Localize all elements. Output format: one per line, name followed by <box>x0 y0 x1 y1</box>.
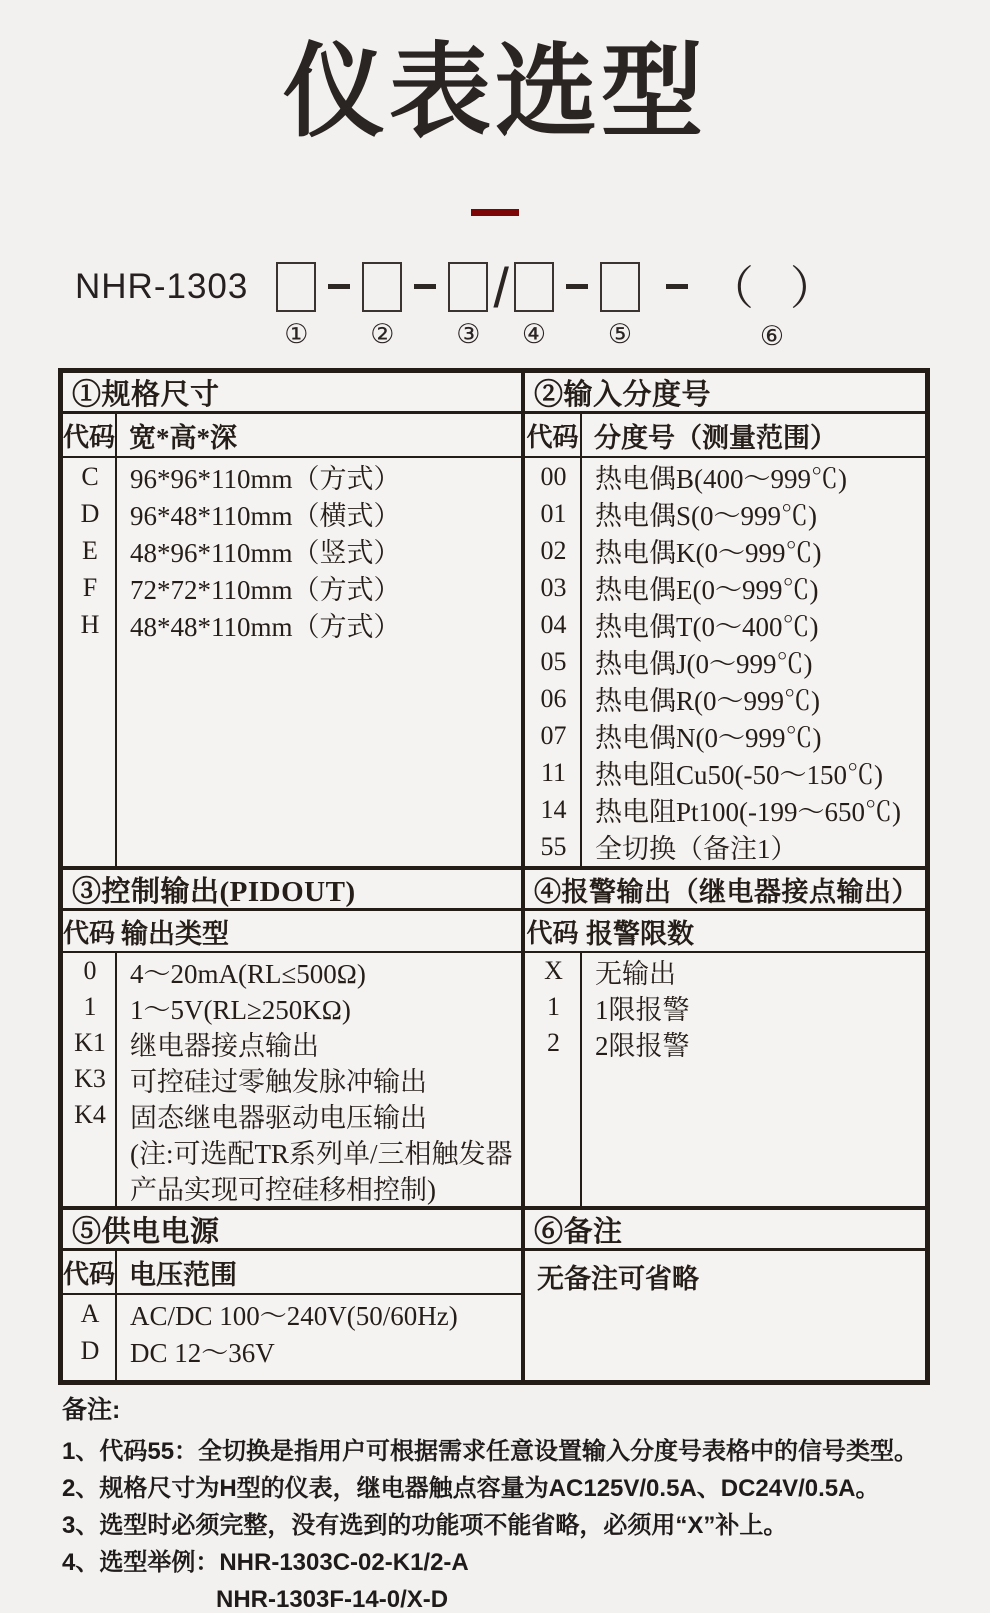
row-code: 2 <box>547 1028 560 1057</box>
paren-close: ） <box>789 262 836 314</box>
section-title: ④报警输出（继电器接点输出） <box>525 870 925 911</box>
row-desc: 固态继电器驱动电压输出 <box>130 1102 427 1133</box>
row-desc: 4～20mA(RL≤500Ω) <box>130 958 366 989</box>
table-row <box>525 828 925 865</box>
row-code: E <box>82 535 98 565</box>
circled-number-1: ① <box>284 319 309 349</box>
table-row <box>63 1169 521 1205</box>
table-row <box>63 1332 521 1369</box>
table-row <box>525 989 925 1025</box>
table-row <box>63 458 521 495</box>
model-slot-4 <box>514 262 554 348</box>
remark-content: 无备注可省略 <box>537 1264 699 1294</box>
row-desc: 热电阻Pt100(-199～650℃) <box>595 797 901 827</box>
table-row <box>63 1295 521 1332</box>
row-desc: 1～5V(RL≥250KΩ) <box>130 994 351 1025</box>
column-header-row <box>525 414 925 458</box>
table-row <box>525 717 925 754</box>
note-line: 1、代码55：全切换是指用户可根据需求任意设置输入分度号表格中的信号类型。 <box>62 1438 919 1465</box>
row-code: 00 <box>540 461 567 491</box>
row-code: 05 <box>540 646 567 676</box>
row-desc: 热电偶K(0～999℃) <box>595 538 822 568</box>
row-desc: 热电偶S(0～999℃) <box>595 501 817 531</box>
row-desc: 1限报警 <box>595 994 690 1025</box>
paren-open: （ <box>707 262 754 314</box>
row-code: 1 <box>83 992 97 1021</box>
section-power-supply <box>63 1210 525 1380</box>
row-desc: 热电偶T(0～400℃) <box>595 612 819 642</box>
circled-number-2: ② <box>370 319 395 349</box>
dash-separator <box>328 284 350 289</box>
section-rows <box>63 953 521 1206</box>
footnote-example-line2: NHR-1303F-14-0/X-D <box>216 1586 449 1613</box>
column-divider <box>580 458 582 866</box>
selection-table <box>58 368 930 1385</box>
column-header-row <box>525 911 925 953</box>
row-desc: 72*72*110mm（方式） <box>130 575 401 605</box>
column-header-code: 代码 <box>63 918 116 948</box>
row-code: K3 <box>74 1064 106 1093</box>
row-desc: 48*96*110mm（竖式） <box>130 538 401 568</box>
row-desc: 热电偶E(0～999℃) <box>595 575 819 605</box>
table-row <box>525 953 925 989</box>
column-header-code: 代码 <box>526 918 579 948</box>
row-code: 07 <box>540 720 567 750</box>
table-row <box>63 606 521 643</box>
footnotes <box>62 1390 962 1613</box>
table-row <box>63 1025 521 1061</box>
page-title: 仪表选型 <box>283 35 707 149</box>
row-desc: 全切换（备注1） <box>595 834 798 864</box>
row-desc: 热电阻Cu50(-50～150℃) <box>595 760 883 790</box>
slash-separator: / <box>493 256 509 319</box>
row-code: 02 <box>540 535 567 565</box>
note-line: 4、选型举例：NHR-1303C-02-K1/2-A <box>62 1549 469 1576</box>
section-title: ③控制输出(PIDOUT) <box>63 870 521 911</box>
column-header-desc: 分度号（测量范围） <box>594 422 837 453</box>
row-code: F <box>82 572 98 602</box>
model-slot-6 <box>708 262 836 350</box>
row-desc: AC/DC 100～240V(50/60Hz) <box>130 1301 458 1331</box>
row-code: 11 <box>540 757 567 787</box>
section-rows <box>63 1295 521 1380</box>
column-header-code: 代码 <box>63 1251 117 1293</box>
table-row <box>525 791 925 828</box>
row-code: C <box>81 461 99 491</box>
column-divider <box>580 953 582 1206</box>
column-header-row <box>63 911 521 953</box>
table-row <box>525 680 925 717</box>
model-prefix: NHR-1303 <box>75 267 249 306</box>
model-code-line <box>75 256 836 351</box>
row-code: 04 <box>540 609 567 639</box>
row-code: A <box>80 1298 100 1328</box>
column-divider <box>115 1295 117 1380</box>
column-header-code: 代码 <box>525 414 582 456</box>
section-input-graduation <box>525 373 925 866</box>
table-band-2 <box>63 870 925 1206</box>
dash-separator <box>414 284 436 289</box>
section-remark <box>525 1210 925 1380</box>
note-line: 3、选型时必须完整，没有选到的功能项不能省略，必须用“X”补上。 <box>62 1512 788 1539</box>
section-rows <box>525 458 925 866</box>
table-row <box>525 569 925 606</box>
row-code: X <box>544 956 563 985</box>
column-header-row <box>63 414 521 458</box>
row-desc: 热电偶B(400～999℃) <box>595 464 847 494</box>
row-desc: 48*48*110mm（方式） <box>130 612 401 642</box>
section-rows <box>63 458 521 866</box>
column-header-desc: 宽*高*深 <box>129 422 237 453</box>
table-row <box>525 606 925 643</box>
section-rows <box>525 953 925 1206</box>
table-row <box>63 495 521 532</box>
model-box-4 <box>514 262 554 312</box>
column-header-desc: 报警限数 <box>586 918 694 949</box>
model-box-1 <box>276 262 316 312</box>
model-parens <box>708 262 836 314</box>
circled-number-4: ④ <box>521 319 547 349</box>
row-desc: 2限报警 <box>595 1030 690 1061</box>
column-header-desc: 输出类型 <box>121 918 229 949</box>
table-band-3 <box>63 1210 925 1380</box>
row-code: K1 <box>74 1028 106 1057</box>
model-box-3 <box>448 262 488 312</box>
row-desc: 产品实现可控硅移相控制) <box>130 1174 436 1205</box>
row-desc: 96*48*110mm（横式） <box>130 501 401 531</box>
table-row <box>63 1133 521 1169</box>
row-code: 0 <box>83 956 97 985</box>
section-spec-size <box>63 373 525 866</box>
circled-number-3: ③ <box>456 319 481 349</box>
column-header-row <box>63 1251 521 1295</box>
row-code: K4 <box>74 1100 106 1129</box>
table-row <box>525 1025 925 1061</box>
table-row <box>63 569 521 606</box>
table-row <box>525 495 925 532</box>
table-row <box>63 1097 521 1133</box>
circled-number-5: ⑤ <box>607 319 633 349</box>
section-title: ⑤供电电源 <box>63 1210 521 1251</box>
row-code: 14 <box>540 794 567 824</box>
section-control-output <box>63 870 525 1206</box>
column-divider <box>115 953 117 1206</box>
row-desc: 无输出 <box>595 958 676 989</box>
table-row <box>63 1061 521 1097</box>
section-title: ①规格尺寸 <box>63 373 521 414</box>
row-desc: (注:可选配TR系列单/三相触发器 <box>130 1138 513 1169</box>
model-slot-1 <box>276 262 316 348</box>
row-code: 03 <box>540 572 567 602</box>
table-band-1 <box>63 373 925 866</box>
row-desc: 热电偶R(0～999℃) <box>595 686 820 716</box>
table-row <box>525 532 925 569</box>
row-code: D <box>80 1335 100 1365</box>
table-row <box>63 532 521 569</box>
row-desc: 96*96*110mm（方式） <box>130 464 401 494</box>
table-row <box>525 458 925 495</box>
row-desc: 热电偶J(0～999℃) <box>595 649 813 679</box>
column-divider <box>115 458 117 866</box>
table-row <box>525 643 925 680</box>
row-code: D <box>80 498 100 528</box>
table-row <box>63 953 521 989</box>
row-code: 55 <box>540 831 567 861</box>
row-code: 01 <box>540 498 567 528</box>
title-underline-dash <box>471 209 519 216</box>
note-line: 2、规格尺寸为H型的仪表，继电器触点容量为AC125V/0.5A、DC24V/0.5A。 <box>62 1475 880 1502</box>
column-header-desc: 电压范围 <box>129 1259 237 1290</box>
model-slot-2 <box>362 262 402 348</box>
model-box-5 <box>600 262 640 312</box>
dash-separator <box>666 284 688 289</box>
section-title: ②输入分度号 <box>525 373 925 414</box>
row-desc: 可控硅过零触发脉冲输出 <box>130 1066 427 1097</box>
row-desc: 热电偶N(0～999℃) <box>595 723 822 753</box>
row-code: 1 <box>547 992 560 1021</box>
footnote-list <box>62 1439 962 1576</box>
section-title: ⑥备注 <box>525 1210 925 1251</box>
dash-separator <box>566 284 588 289</box>
row-code: 06 <box>540 683 567 713</box>
column-header-code: 代码 <box>63 414 117 456</box>
footnotes-heading: 备注: <box>62 1396 121 1424</box>
table-row <box>525 754 925 791</box>
section-alarm-output <box>525 870 925 1206</box>
row-desc: 继电器接点输出 <box>130 1030 319 1061</box>
row-desc: DC 12～36V <box>130 1338 275 1368</box>
row-code: H <box>80 609 100 639</box>
model-slot-5 <box>600 262 640 348</box>
model-box-2 <box>362 262 402 312</box>
circled-number-6: ⑥ <box>759 321 785 351</box>
model-slot-3 <box>448 262 488 348</box>
table-row <box>63 989 521 1025</box>
